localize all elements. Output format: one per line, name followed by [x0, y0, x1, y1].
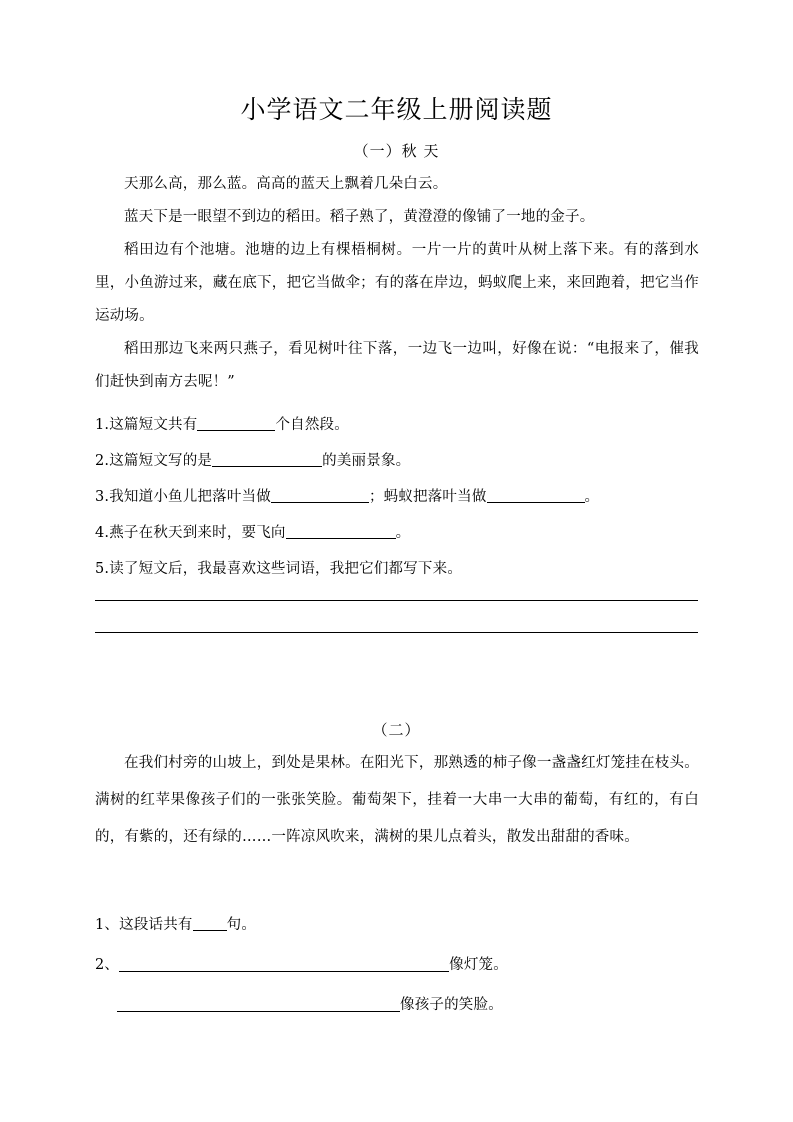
section-two-paragraph-1: 在我们村旁的山坡上，到处是果林。在阳光下，那熟透的柿子像一盏盏红灯笼挂在枝头。满树的红苹果像孩子们的一张张笑脸。葡萄架下，挂着一大串一大串的葡萄，有红的，有白的，有紫的，还有绿的……一阵凉风吹来，满树的果儿点着头，散发出甜甜的香味。	[95, 755, 699, 845]
question-1-blank[interactable]	[197, 415, 275, 431]
question-2-text-before: 2.这篇短文写的是	[95, 453, 213, 469]
question-4-text-after: 。	[395, 525, 411, 541]
section-one-paragraph-1: 天那么高，那么蓝。高高的蓝天上飘着几朵白云。	[124, 176, 448, 192]
section-two-question-2-number: 2、	[95, 957, 120, 973]
page-title: 小学语文二年级上册阅读题	[240, 95, 553, 124]
section-two-question-2-text-b: 像孩子的笑脸。	[400, 997, 503, 1013]
question-1-text-before: 1.这篇短文共有	[95, 417, 198, 433]
section-one-questions	[95, 407, 699, 587]
answer-rule-line-1[interactable]	[95, 600, 698, 601]
answer-rule-line-2[interactable]	[95, 632, 698, 633]
section-two-body	[95, 745, 699, 856]
question-2-text-after: 的美丽景象。	[322, 453, 411, 469]
section-two-questions	[95, 905, 699, 1025]
section-one-heading: （一）秋 天	[353, 142, 440, 160]
question-2	[95, 443, 699, 479]
question-4	[95, 515, 699, 551]
section-two-question-1	[95, 905, 699, 945]
question-4-blank[interactable]	[286, 523, 396, 539]
question-4-text-before: 4.燕子在秋天到来时，要飞向	[95, 525, 286, 541]
section-one-body	[95, 168, 699, 399]
section-one-paragraph-2: 蓝天下是一眼望不到边的稻田。稻子熟了，黄澄澄的像铺了一地的金子。	[124, 209, 595, 225]
section-two-question-2-blank-b[interactable]	[117, 994, 400, 1012]
section-two-question-2-blank-a[interactable]	[119, 954, 449, 972]
question-3	[95, 479, 699, 515]
question-1	[95, 407, 699, 443]
section-two-question-1-blank[interactable]	[193, 915, 227, 931]
section-two-question-2-text-a: 像灯笼。	[449, 957, 508, 973]
question-3-text-before: 3.我知道小鱼儿把落叶当做	[95, 489, 271, 505]
section-two-question-2	[95, 945, 699, 985]
question-2-blank[interactable]	[212, 451, 322, 467]
question-3-blank-fish[interactable]	[271, 487, 369, 503]
section-two-question-1-text-after: 句。	[226, 917, 257, 933]
section-one-paragraph-3: 稻田边有个池塘。池塘的边上有棵梧桐树。一片一片的黄叶从树上落下来。有的落到水里，小鱼游过来，藏在底下，把它当做伞；有的落在岸边，蚂蚁爬上来，来回跑着，把它当作运动场。	[95, 242, 699, 324]
section-one-paragraph-4: 稻田那边飞来两只燕子，看见树叶往下落，一边飞一边叫，好像在说：“电报来了，催我们赶快到南方去呢！”	[95, 341, 699, 390]
section-two-question-2-line-b	[95, 985, 699, 1025]
question-3-text-middle: ；蚂蚁把落叶当做	[368, 489, 487, 505]
section-two-question-1-text-before: 1、这段话共有	[95, 917, 193, 933]
question-3-text-after: 。	[584, 489, 600, 505]
question-1-text-after: 个自然段。	[275, 417, 349, 433]
section-two-heading: （二）	[372, 721, 421, 739]
question-5: 5.读了短文后，我最喜欢这些词语，我把它们都写下来。	[95, 561, 463, 577]
question-3-blank-ant[interactable]	[487, 487, 585, 503]
